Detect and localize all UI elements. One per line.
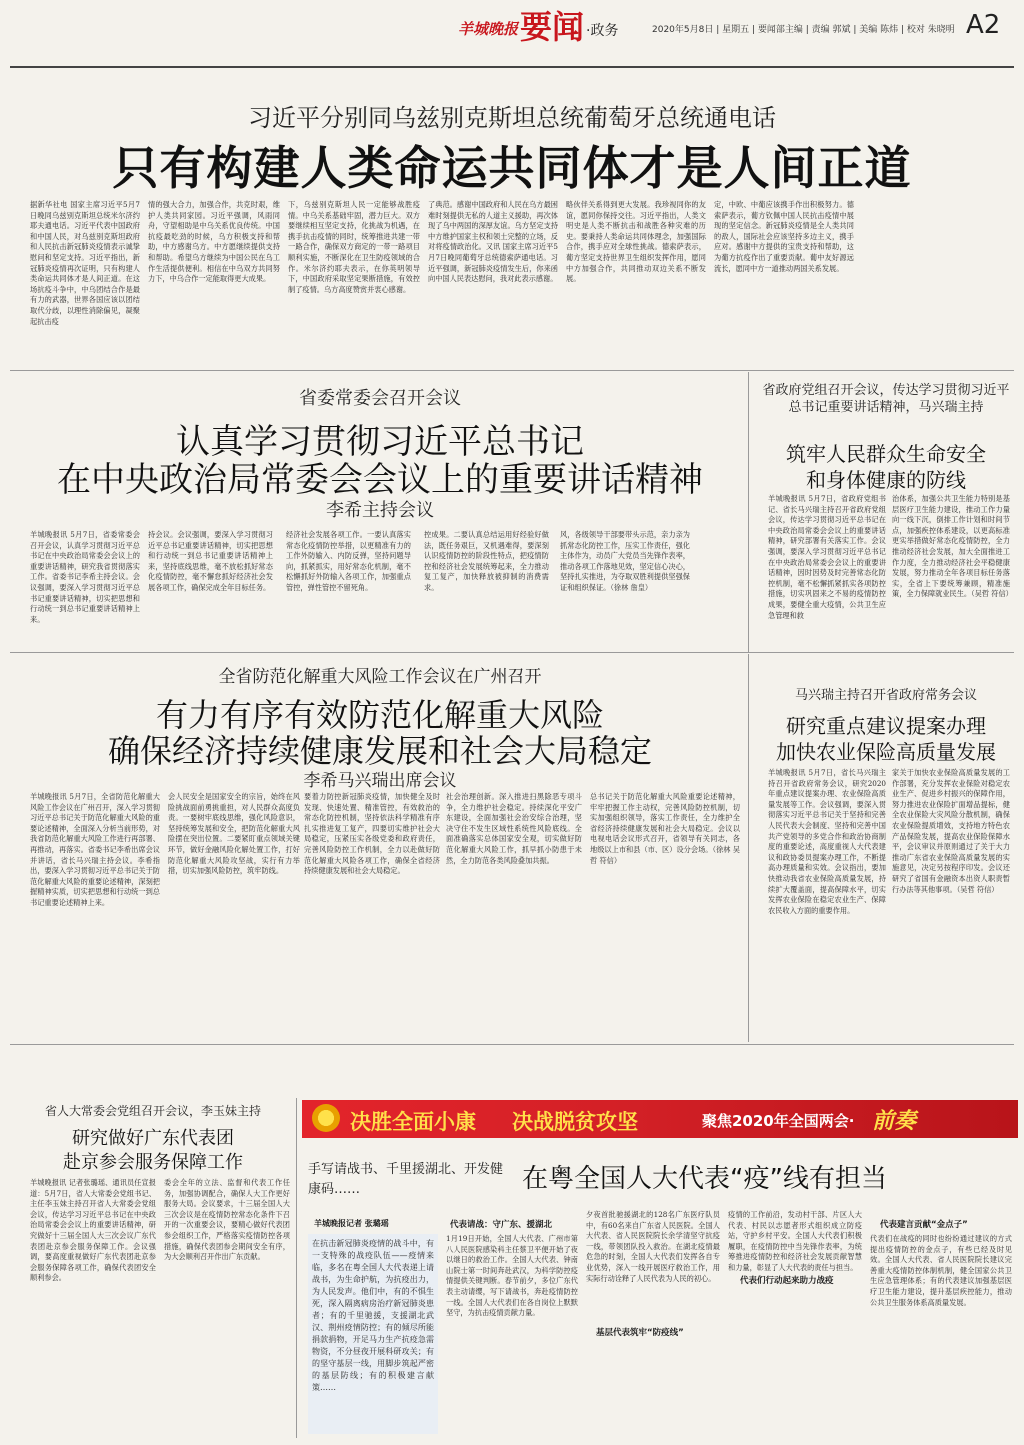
- lead-col-1: 据新华社电 国家主席习近平5月7日晚同乌兹别克斯坦总统米尔济约耶夫通电话。习近平代表中国政府和中国人民，对乌兹别克斯坦政府和人民抗击新冠肺炎疫情表示诚挚慰问和坚定支持。习近平指出，新冠肺炎疫情再次证明，只有构建人类命运共同体才是人间正道。在这场抗疫斗争中，中乌团结合作是最有力的武器，世界各国应该以团结取代分歧，以理性消除偏见，凝聚起抗击疫: [30, 200, 140, 326]
- story2-headline-2: 在中央政治局常委会会议上的重要讲话精神: [57, 460, 703, 500]
- story2-col-2: 持会议。会议强调，要深入学习贯彻习近平总书记重要讲话精神，切实把思想和行动统一到总书记重要讲话精神上来，坚持底线思维，毫不放松抓好常态化疫情防控，毫不懈怠抓好经济社会发展各项工作，确保完成全年目标任务。: [148, 530, 273, 592]
- bottom-left-divider: [296, 1098, 297, 1438]
- story5-col-1: 1月19日开始，全国人大代表、广州市第八人民医院感染科主任蔡卫平便开始了夜以继日的救治工作。全国人大代表、钟南山院士第一时间奔赴武汉，为科学防控疫情提供关键判断。春节前夕，多位广东代表主动请缨，写下请战书，奔赴疫情防控一线。全国人大代表们在各自岗位上默默坚守，为抗击疫情贡献力量。: [446, 1234, 578, 1318]
- story5-kicker: 手写请战书、千里援湖北、开发健康码……: [308, 1162, 504, 1197]
- story2-col-3: 经济社会发展各项工作。一要认真落实常态化疫情防控举措，以更精准有力的工作外防输入、内防反弹，坚持问题导向，抓紧抓实，用好常态化机制，毫不松懈抓好外防输入各项工作，加强重点管控，弹性管控不留死角。: [286, 530, 411, 592]
- story5-intro: 在抗击新冠肺炎疫情的战斗中，有一支特殊的战疫队伍——疫情来临，多名在粤全国人大代表递上请战书，为生命护航，为抗疫出力，为人民发声。他们中，有的不惧生死，深入隔离病房治疗新冠肺炎患者；有的千里驰援，支援湖北武汉、荆州疫情防控；有的倾尽所能捐款捐物，开足马力生产抗疫急需物资，不分昼夜开展科研攻关；有的坚守基层一线，用脚步筑起严密的基层防线；有的积极建言献策……: [308, 1234, 438, 1434]
- story5-subhead-3: 基层代表筑牢“防疫线”: [596, 1328, 684, 1338]
- story4-headline-2: 赴京参会服务保障工作: [63, 1152, 243, 1173]
- story5-subhead-2: 代表们行动起来助力战疫: [740, 1276, 834, 1286]
- story2-col-4: 控成果。二要认真总结运用好经验好做法，既任务艰巨，又机遇难得，要深刻认识疫情防控的阶段性特点，把疫情防控和经济社会发展统筹起来，全力推动复工复产，加快释放被抑制的消费需求。: [424, 530, 549, 592]
- section-title: 要闻: [520, 8, 585, 46]
- right-column-divider-mid: [748, 654, 749, 1042]
- story2-bottom-rule: [10, 652, 1014, 653]
- story2b-kicker: 省政府党组召开会议，传达学习贯彻习近平总书记重要讲话精神，马兴瑞主持: [762, 383, 1010, 415]
- story3-subhead: 李希马兴瑞出席会议: [303, 771, 457, 791]
- story3-bottom-rule: [10, 1044, 1014, 1045]
- story2b-headline-1: 筑牢人民群众生命安全: [786, 442, 986, 466]
- story5-subhead-1: 代表请战：守广东、援湖北: [450, 1220, 553, 1230]
- story5-subhead-4: 代表建言贡献“金点子”: [880, 1220, 968, 1230]
- story2-subhead: 李希主持会议: [326, 500, 434, 521]
- lead-col-5: 略伙伴关系得到更大发展。我珍视同你的友谊，愿同你保持交往。习近平指出，人类文明史是人类不断抗击和战胜各种灾难的历史。要秉持人类命运共同体理念，加强国际合作，携手应对全球性挑战。德索萨表示，葡方坚定支持世界卫生组织发挥作用，愿同中方加强合作，共同推动双边关系不断发展。: [566, 200, 706, 284]
- right-column-divider-top: [748, 372, 749, 652]
- story5-col-4: 代表们在战疫的同时也纷纷通过建议的方式提出疫情防控的金点子，有些已经及时见效。全国人大代表、省人民医院院长建议完善重大疫情防控体制机制，健全国家公共卫生应急管理体系；有的代表建议加强基层医疗卫生能力建设，提升基层疾控能力，推动公共卫生服务体系高质量发展。: [870, 1234, 1012, 1307]
- story2b-col-1: 羊城晚报讯 5月7日，省政府党组书记、省长马兴瑞主持召开省政府党组会议，传达学习贯彻习近平总书记在中央政治局常委会会议上的重要讲话精神，研究部署有关落实工作。会议强调，要深入学习贯彻习近平总书记在中央政治局常委会会议上的重要讲话精神，因时因势及时完善常态化防控机制，毫不松懈抓紧抓实各项防控措施，切实巩固来之不易的疫情防控成果，要健全重大疫情，公共卫生应急管理和救: [768, 494, 886, 620]
- story3b-headline-1: 研究重点建议提案办理: [786, 714, 986, 738]
- page-number: A2: [966, 10, 1001, 40]
- story5-col-2: 夕夜首批驰援湖北的128名广东医疗队员中，有60名来自广东省人民医院。全国人大代表、省人民医院院长余学清坚守抗疫一线，带领团队投入救治。在湖北疫情最危急的时刻，全国人大代表们发挥各自专业优势，深入一线开展医疗救治工作，用实际行动诠释了人民代表为人民的初心。: [586, 1210, 720, 1283]
- story3-col-5: 总书记关于防范化解重大风险重要论述精神，牢牢把握工作主动权，完善风险防控机制，切实加强组织领导，落实工作责任，全力维护全省经济持续健康发展和社会大局稳定。会议以电视电话会议形式召开，省领导有关同志，各地级以上市和县（市、区）设分会场。（徐林 吴哲 符信）: [590, 792, 740, 865]
- story3b-headline-2: 加快农业保险高质量发展: [776, 740, 996, 764]
- story2b-headline-2: 和身体健康的防线: [806, 468, 966, 492]
- section-subtitle: ·政务: [586, 23, 619, 39]
- issue-meta: 2020年5月8日 | 星期五 | 要闻部主编 | 责编 郭斌 | 美编 陈炜 | 校对 朱晓明: [652, 25, 955, 35]
- lead-col-6: 定，中欧、中葡应该携手作出积极努力。德索萨表示，葡方钦佩中国人民抗击疫情中展现的坚定信念。新冠肺炎疫情是全人类共同的敌人，国际社会应该坚持多边主义，携手应对。感谢中方提供的宝贵支持和帮助，这为葡方抗疫作出了重要贡献。葡中友好源远流长，愿同中方一道推动两国关系发展。: [714, 200, 854, 273]
- story3b-col-2: 家关于加快农业保险高质量发展的工作部署，充分发挥农业保险对稳定农业生产、促进乡村振兴的保障作用，努力推进农业保险扩面增品提标，健全农业保险大灾风险分散机制，确保农业保险提质增效，支持地方特色农产品保险发展，提高农业保险保障水平，会议审议并原则通过了关于大力推动广东省农业保险高质量发展的实施意见，决定另按程序印发。会议还研究了省国有金融资本出资人职责暂行办法等其他事项。（吴哲 符信）: [892, 768, 1010, 894]
- story3b-col-1: 羊城晚报讯 5月7日，省长马兴瑞主持召开省政府常务会议，研究2020年重点建议提案办理、农业保险高质量发展等工作。会议强调，要深入贯彻落实习近平总书记关于坚持和完善人民代表大会制度、坚持和完善中国共产党领导的多党合作和政治协商制度的重要论述，高度重视人大代表建议和政协委员提案办理工作，不断提高办理质量和实效。会议指出，要加快推动我省农业保险高质量发展，持续扩大覆盖面，提高保障水平，切实发挥农业保险在稳定农业生产、保障农民收入方面的重要作用。: [768, 768, 886, 915]
- lead-col-4: 了典范。感谢中国政府和人民在乌方最困难时刻提供无私的人道主义援助，再次体现了乌中两国的深厚友谊。乌方坚定支持中方维护国家主权和领土完整的立场，反对将疫情政治化。又讯 国家主席习近平5月7日晚同葡萄牙总统德索萨通电话。习近平强调，新冠肺炎疫情发生后，你来函向中国人民表达慰问，我对此表示感谢。: [428, 200, 558, 284]
- story4-col-2: 委会全年的立法、监督和代表工作任务，加强协调配合，确保人大工作更好服务大局。会议要求，十三届全国人大三次会议是在疫情防控常态化条件下召开的一次重要会议，要精心做好代表团参会组织工作，严格落实疫情防控各项措施，确保代表团参会期间安全有序，为大会顺利召开作出广东贡献。: [164, 1178, 290, 1262]
- story3-kicker: 全省防范化解重大风险工作会议在广州召开: [218, 667, 542, 687]
- story5-byline: 羊城晚报记者 张璐瑶: [314, 1219, 389, 1228]
- story4-col-1: 羊城晚报讯 记者张璐瑶、通讯员任宣报道：5月7日，省人大常委会党组书记、主任李玉妹主持召开省人大常委会党组会议，传达学习习近平总书记在中央政治局常委会会议上的重要讲话精神，研究做好十三届全国人大三次会议广东代表团赴京参会服务保障工作。会议强调，要高度重视做好广东代表团赴京参会服务保障各项工作，确保代表团安全顺利参会。: [30, 1178, 156, 1283]
- masthead-rule: [10, 66, 1014, 68]
- lead-kicker: 习近平分别同乌兹别克斯坦总统葡萄牙总统通电话: [248, 104, 776, 132]
- story2-headline-1: 认真学习贯彻习近平总书记: [176, 422, 584, 462]
- story2-col-1: 羊城晚报讯 5月7日，省委常委会召开会议，认真学习贯彻习近平总书记在中央政治局常委会会议上的重要讲话精神，研究我省贯彻落实工作。省委书记李希主持会议。会议强调，要深入学习贯彻习近平总书记重要讲话精神，切实把思想和行动统一到总书记重要讲话精神上来。: [30, 530, 140, 624]
- story5-col-3: 疫情的工作前沿，发动村干部、片区人大代表、村民以志愿者形式组织成立防疫站，守护乡村平安。全国人大代表们积极履职，在疫情防控中当先锋作表率，为统筹推进疫情防控和经济社会发展贡献智慧和力量，彰显了人大代表的责任与担当。: [728, 1210, 862, 1272]
- story3-col-2: 会人民安全是国家安全的宗旨，始终在风险挑战面前勇挑重担，对人民群众高度负责。一要树牢底线思维，强化风险意识，坚持统筹发展和安全，把防范化解重大风险摆在突出位置。二要紧盯重点领域关键环节，做好金融风险化解处置工作，打好防范化解重大风险攻坚战，实行有力举措，切实加强风险防控，筑牢防线。: [168, 792, 300, 876]
- story4-headline-1: 研究做好广东代表团: [72, 1128, 234, 1149]
- masthead: [0, 0, 1024, 48]
- banner-title-2: 决战脱贫攻坚: [512, 1110, 638, 1134]
- story3b-kicker: 马兴瑞主持召开省政府常务会议: [794, 688, 977, 703]
- newspaper-logo: 羊城晚报: [458, 20, 519, 38]
- story3-headline-1: 有力有序有效防范化解重大风险: [155, 696, 604, 734]
- lead-headline: 只有构建人类命运共同体才是人间正道: [112, 141, 912, 195]
- lianghui-banner: [302, 1100, 1018, 1138]
- emblem-icon: [312, 1104, 340, 1132]
- story3-headline-2: 确保经济持续健康发展和社会大局稳定: [107, 732, 652, 770]
- story2-kicker: 省委常委会召开会议: [299, 388, 461, 409]
- banner-title-1: 决胜全面小康: [350, 1110, 476, 1134]
- lead-bottom-rule: [10, 370, 1014, 371]
- story5-col-3b: [728, 1290, 862, 1434]
- lead-col-7: [862, 200, 1002, 340]
- lead-col-2: 情的强大合力，加强合作，共克时艰，维护人类共同家园。习近平强调，风雨同舟，守望相助是中乌关系优良传统。中国抗疫最吃劲的时候，乌方积极支持和帮助，中方感谢乌方。中方愿继续提供支持和帮助。希望乌方继续为中国公民在乌工作生活提供便利。相信在中乌双方共同努力下，中乌合作一定能取得更大成果。: [148, 200, 280, 284]
- story3-col-4: 社会治理创新。深入推进扫黑除恶专项斗争，全力维护社会稳定。持续深化平安广东建设，全面加强社会治安综合治理，坚决守住不发生区域性系统性风险底线。全面准确落实总体国家安全观，切实做好防范化解重大风险工作，抓早抓小防患于未然，全力防范各类风险叠加共振。: [446, 792, 582, 865]
- story4-kicker: 省人大常委会党组召开会议，李玉妹主持: [44, 1104, 261, 1118]
- story5-headline: 在粤全国人大代表“疫”线有担当: [522, 1164, 887, 1194]
- lead-col-3: 下，乌兹别克斯坦人民一定能够战胜疫情。中乌关系基础牢固，潜力巨大。双方要继续相互坚定支持，化挑战为机遇，在携手抗击疫情的同时，统筹推进共建一带一路合作，确保双方商定的一带一路项目顺利实施，不断深化在卫生防疫领域的合作。米尔济约耶夫表示，在你英明领导下，中国政府采取坚定果断措施，有效控制了疫情。乌方高度赞赏并衷心感谢。: [288, 200, 420, 294]
- story3-col-3: 要着力防控新冠肺炎疫情，加快健全及时发现、快速处置、精准管控，有效救治的常态化防控机制，坚持依法科学精准有序扎实推进复工复产，四要切实维护社会大局稳定，压紧压实各级党委和政府责任，完善风险防控工作机制，全力以赴做好防范化解重大风险各项工作，确保全省经济持续健康发展和社会大局稳定。: [304, 792, 440, 876]
- story2b-col-2: 治体系，加强公共卫生能力特别是基层医疗卫生能力建设，推动工作力量向一线下沉，倒排工作计划和时间节点，加强疾控体系建设，以更高标准更实举措做好常态化疫情防控，全力推动经济社会发展，加大全面推进工作力度，全力推动经济社会平稳健康发展，努力推动全年各项目标任务落实，全省上下要统筹兼顾，精准施策，全力保障就业民生。（吴哲 符信）: [892, 494, 1013, 599]
- story3-col-1: 羊城晚报讯 5月7日，全省防范化解重大风险工作会议在广州召开，深入学习贯彻习近平总书记关于防范化解重大风险的重要论述精神，全面深入分析当前形势，对我省防范化解重大风险工作进行再部署、再推动，再落实。省委书记李希出席会议并讲话，省长马兴瑞主持会议。李希指出，要深入学习贯彻习近平总书记关于防范化解重大风险的重要论述精神，深刻把握精神实质，切实把思想和行动统一到总书记重要论述精神上来。: [30, 792, 160, 907]
- story2-col-5: 风，各级领导干部要带头示范，亲力亲为抓常态化防控工作，压实工作责任，强化主体作为，动员广大党员当先锋作表率，推动各项工作落地见效，坚定信心决心，坚持扎实推进，为夺取双胜利提供坚强保证和组织保证。（徐林 詹皇）: [560, 530, 690, 592]
- banner-subtitle-1: 聚焦2020年全国两会·: [702, 1112, 855, 1130]
- story5-col-2b: [586, 1340, 720, 1434]
- banner-subtitle-2: 前奏: [872, 1109, 917, 1134]
